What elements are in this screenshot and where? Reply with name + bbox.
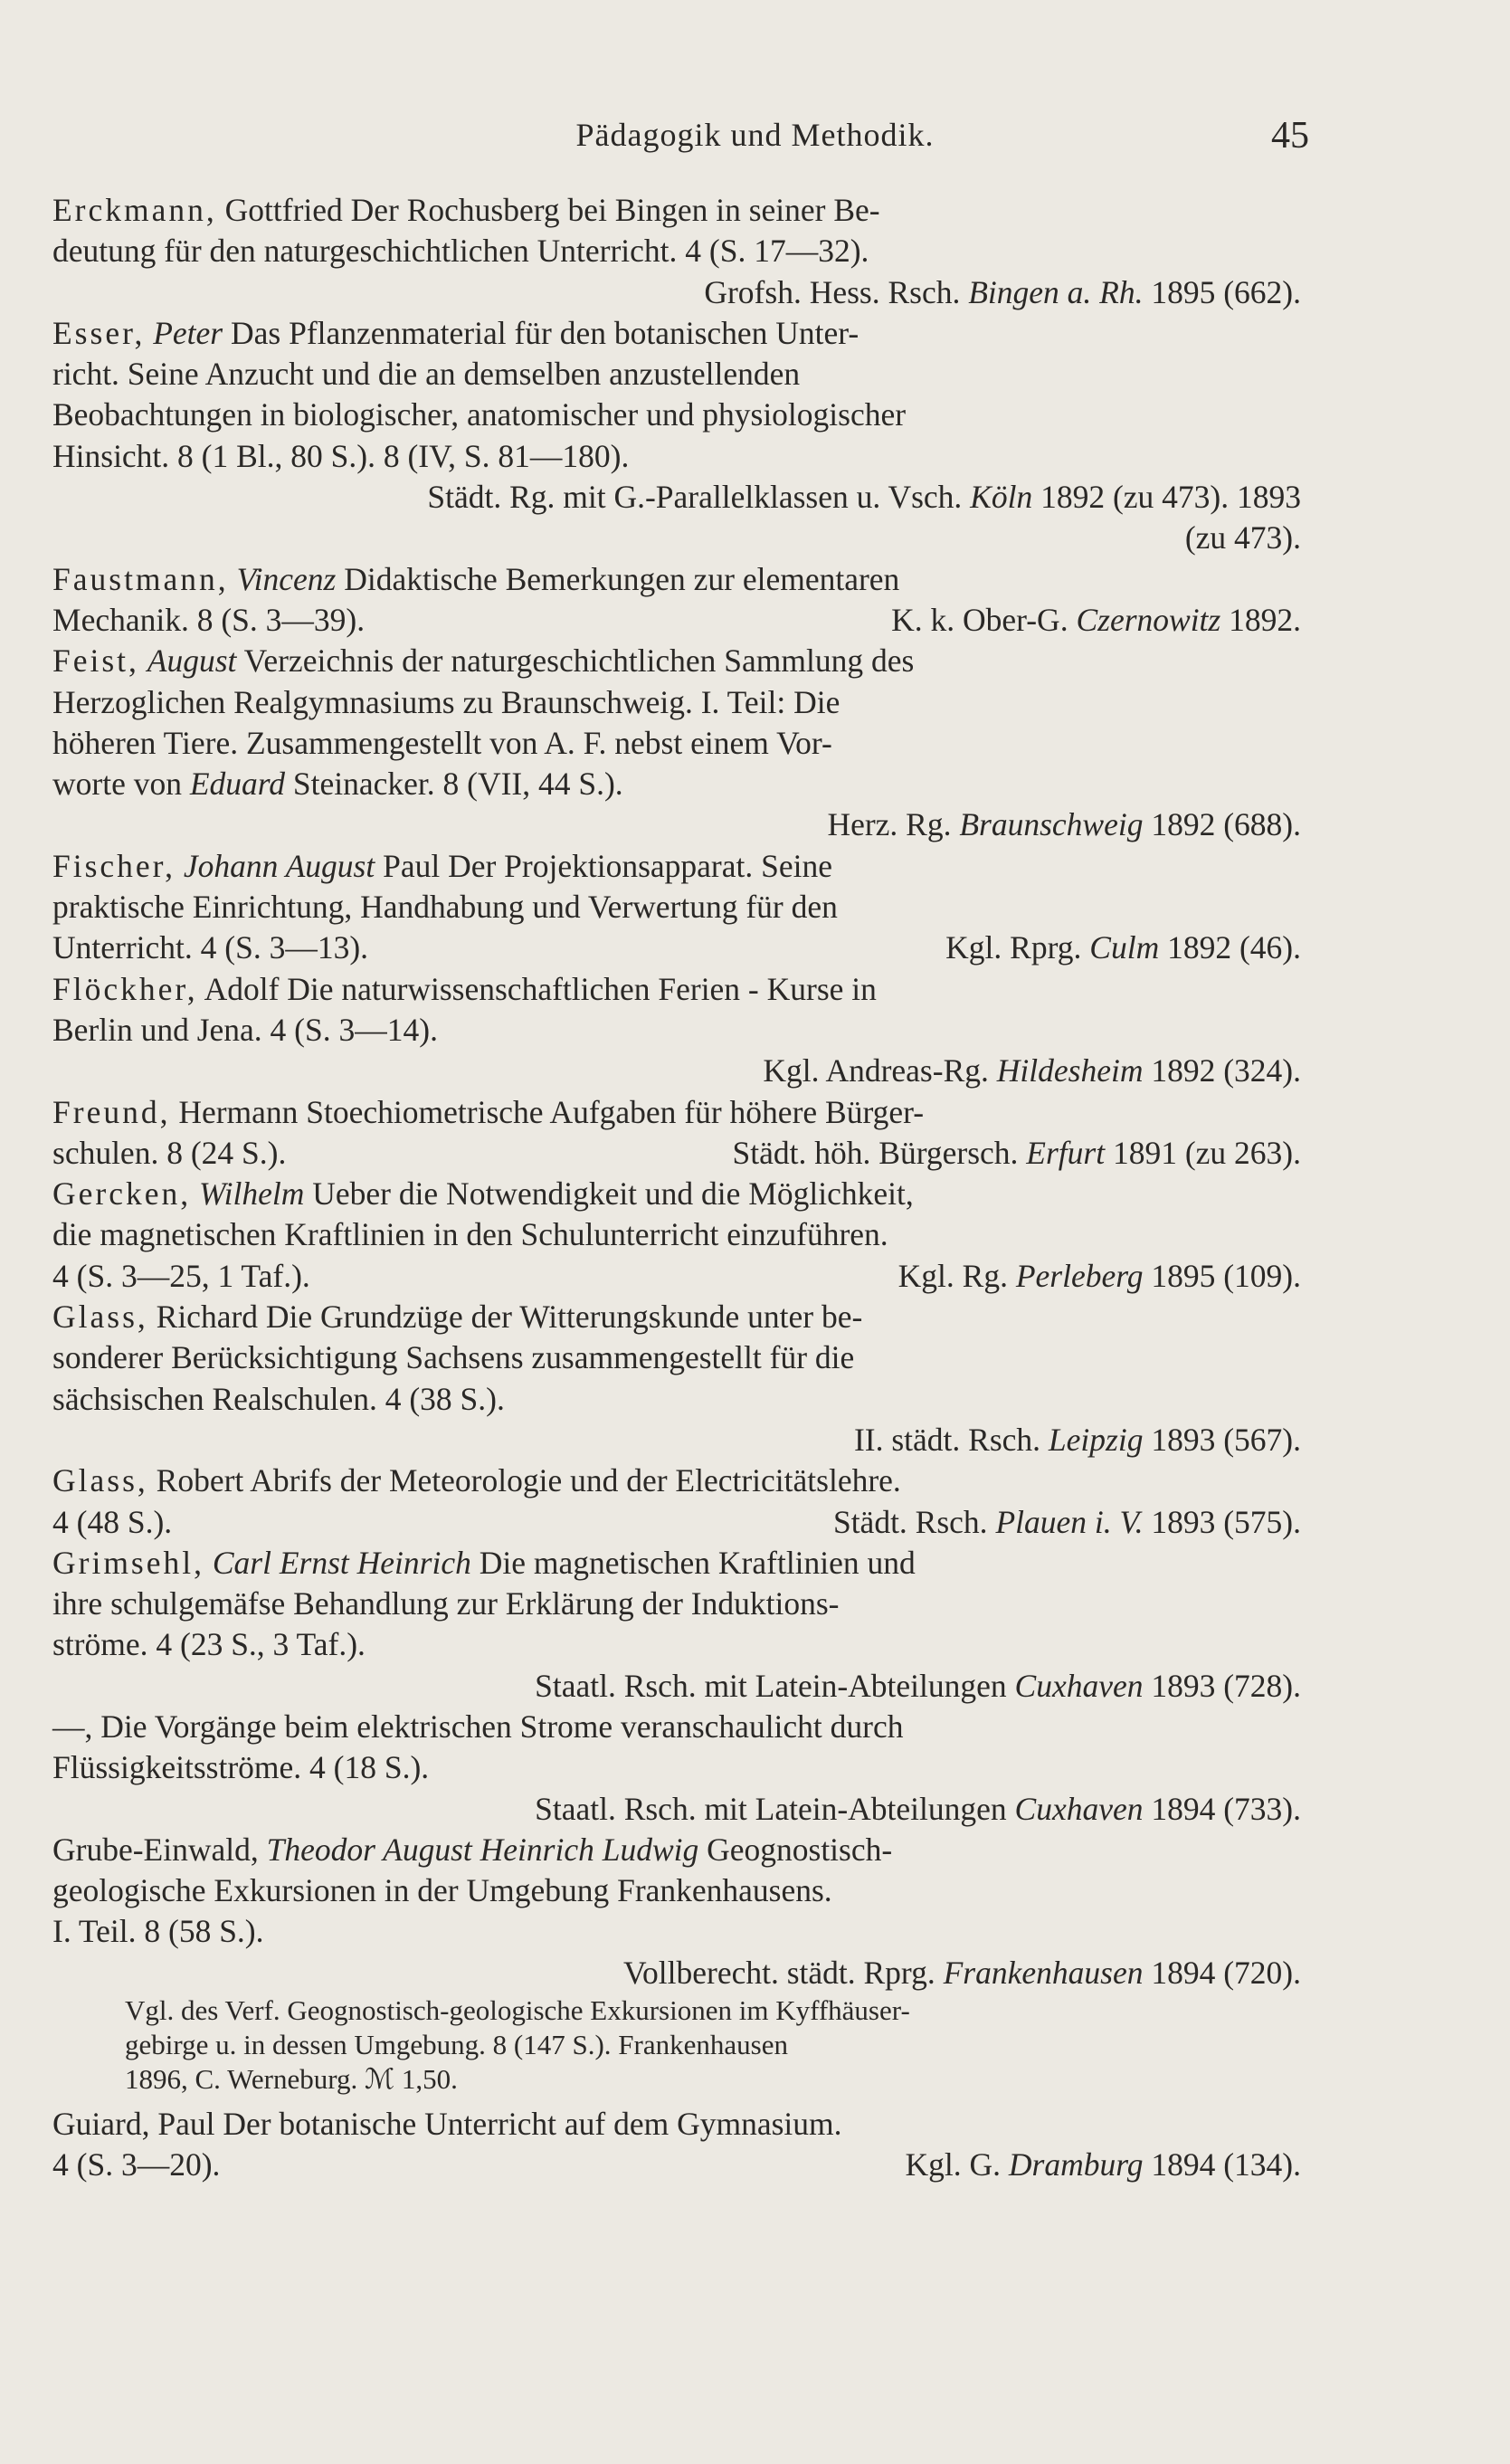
author-forename: Hermann xyxy=(178,1093,299,1130)
entry-title-continued: I. Teil. 8 (58 S.). xyxy=(52,1913,264,1950)
publication-year: 1891 (zu 263). xyxy=(1112,1134,1301,1171)
publication-year: 1892 (688). xyxy=(1151,806,1301,843)
entry-title-continued: praktische Einrichtung, Handhabung und Verwertung für den xyxy=(52,889,838,926)
entry-title-continued: Hinsicht. 8 (1 Bl., 80 S.). 8 (IV, S. 81—180). xyxy=(52,437,630,474)
author-surname: Erckmann, xyxy=(52,192,217,228)
publication-place: Köln xyxy=(970,479,1033,516)
school-name: Kgl. Rg. xyxy=(897,1257,1008,1294)
note-line: Vgl. des Verf. Geognostisch-geologische Exkursionen im Kyffhäuser- xyxy=(125,1994,910,2027)
entry-title-continued: ihre schulgemäfse Behandlung zur Erklärung der Induktions- xyxy=(52,1585,840,1622)
author-forename: Johann August xyxy=(183,847,375,884)
publication-year: 1894 (134). xyxy=(1151,2146,1301,2183)
entry-title: Der botanische Unterricht auf dem Gymnasium. xyxy=(223,2106,842,2143)
author-forename: Adolf xyxy=(204,970,280,1007)
bibliography-entry xyxy=(52,641,1301,845)
publication-place: Perleberg xyxy=(1015,1257,1144,1294)
author-surname: Esser, xyxy=(52,314,146,351)
publication-year: 1892 (zu 473). 1893 xyxy=(1040,479,1301,516)
school-name: Städt. Rg. mit G.-Parallelklassen u. Vsch. xyxy=(427,479,963,516)
entry-title: Die naturwissenschaftlichen Ferien - Kurse in xyxy=(287,970,877,1007)
publication-year: 1893 (575). xyxy=(1151,1503,1301,1540)
school-name: Herz. Rg. xyxy=(827,806,952,843)
entry-title-continued xyxy=(52,764,1301,804)
author-surname: Flöckher, xyxy=(52,970,198,1007)
author-forename: Wilhelm xyxy=(198,1175,305,1213)
bibliography-entry xyxy=(52,969,1301,1092)
publication-place: Erfurt xyxy=(1026,1134,1106,1171)
entry-title-continued: sächsischen Realschulen. 4 (38 S.). xyxy=(52,1380,505,1417)
entry-title: Das Pflanzenmaterial für den botanischen Unter- xyxy=(231,314,859,351)
entry-title-continued: 4 (48 S.). xyxy=(52,1503,173,1540)
publication-place: Cuxhaven xyxy=(1014,1790,1144,1827)
author-forename: Vincenz xyxy=(236,560,337,597)
school-name: Kgl. Andreas-Rg. xyxy=(763,1052,989,1089)
author-surname: Freund, xyxy=(52,1093,171,1130)
entry-title-continued: ströme. 4 (23 S., 3 Taf.). xyxy=(52,1626,366,1663)
entry-title: Die Grundzüge der Witterungskunde unter be- xyxy=(265,1299,863,1336)
author-forename: Paul xyxy=(157,2106,215,2143)
school-name: Kgl. Rprg. xyxy=(945,929,1082,966)
author-surname: Grube-Einwald, xyxy=(52,1831,259,1868)
publication-place: Braunschweig xyxy=(959,806,1144,843)
author-surname: Glass, xyxy=(52,1299,148,1336)
author-forename: August xyxy=(147,642,237,680)
school-name: Kgl. G. xyxy=(905,2146,1001,2183)
publication-info xyxy=(52,1133,1301,1174)
entry-note xyxy=(52,1993,1301,2097)
entry-title: Die Vorgänge beim elektrischen Strome veranschaulicht durch xyxy=(100,1708,904,1745)
publication-place: Dramburg xyxy=(1008,2146,1144,2183)
school-name: K. k. Ober-G. xyxy=(891,601,1068,638)
publication-year: 1895 (662). xyxy=(1151,273,1301,310)
school-name: Grofsh. Hess. Rsch. xyxy=(704,273,961,310)
publication-place: Frankenhausen xyxy=(943,1954,1144,1991)
bibliography-entry xyxy=(52,1092,1301,1175)
publication-year: 1893 (567). xyxy=(1151,1421,1301,1458)
entry-title: Die magnetischen Kraftlinien und xyxy=(479,1544,916,1581)
bibliography-entry xyxy=(52,1174,1301,1297)
author-forename: Carl Ernst Heinrich xyxy=(212,1544,471,1581)
entry-title-continued: schulen. 8 (24 S.). xyxy=(52,1134,287,1171)
author-forename: Gottfried xyxy=(224,192,343,228)
publication-year: 1894 (733). xyxy=(1151,1790,1301,1827)
entry-title: Der Rochusberg bei Bingen in seiner Be- xyxy=(350,192,880,228)
publication-info xyxy=(116,804,1301,845)
entry-title-continued: geologische Exkursionen in der Umgebung Frankenhausens. xyxy=(52,1872,832,1909)
entry-title: Verzeichnis der naturgeschichtlichen Sammlung des xyxy=(243,642,915,680)
entry-title-continued: Berlin und Jena. 4 (S. 3—14). xyxy=(52,1011,438,1048)
school-name: Staatl. Rsch. mit Latein-Abteilungen xyxy=(535,1790,1007,1827)
bibliography-entry xyxy=(52,1830,1301,1993)
entry-title-continued: Unterricht. 4 (S. 3—13). xyxy=(52,929,369,966)
author-forename: Robert xyxy=(156,1462,244,1499)
note-line: gebirge u. in dessen Umgebung. 8 (147 S.). Frankenhausen xyxy=(125,2029,788,2061)
publication-place: Leipzig xyxy=(1048,1421,1144,1458)
bibliography-entry xyxy=(52,846,1301,969)
publication-year: 1892 (46). xyxy=(1167,929,1301,966)
publication-info xyxy=(116,1666,1301,1707)
bibliography-entry xyxy=(52,1460,1301,1543)
running-head: Pädagogik und Methodik. xyxy=(575,117,935,153)
note-line: 1896, C. Werneburg. ℳ 1,50. xyxy=(125,2063,458,2096)
publication-year-continued: (zu 473). xyxy=(1184,519,1301,557)
author-ditto: —, xyxy=(52,1708,93,1745)
entry-title-text: Steinacker. 8 (VII, 44 S.). xyxy=(292,766,623,803)
entry-title-continued: 4 (S. 3—25, 1 Taf.). xyxy=(52,1257,310,1294)
entry-title-continued: Herzoglichen Realgymnasiums zu Braunschweig. I. Teil: Die xyxy=(52,683,840,720)
publication-info xyxy=(116,477,1301,518)
bibliography-entry xyxy=(52,559,1301,642)
publication-info xyxy=(52,2145,1301,2185)
publication-place: Plauen i. V. xyxy=(995,1503,1144,1540)
entry-title-continued: sonderer Berücksichtigung Sachsens zusammengestellt für die xyxy=(52,1339,855,1376)
entry-title-continued: richt. Seine Anzucht und die an demselben anzustellenden xyxy=(52,356,801,393)
author-surname: Faustmann, xyxy=(52,560,229,597)
publication-place: Hildesheim xyxy=(996,1052,1144,1089)
bibliography-entry xyxy=(52,1543,1301,1707)
entry-title: Abrifs der Meteorologie und der Electricitätslehre. xyxy=(250,1462,901,1499)
publication-year: 1892 (324). xyxy=(1151,1052,1301,1089)
entry-title: Didaktische Bemerkungen zur elementaren xyxy=(344,560,900,597)
publication-place: Czernowitz xyxy=(1076,601,1221,638)
bibliography-entry xyxy=(52,313,1301,559)
author-forename: Peter xyxy=(153,314,223,351)
author-forename: Richard xyxy=(156,1299,259,1336)
entry-title: Ueber die Notwendigkeit und die Möglichkeit, xyxy=(312,1175,914,1213)
publication-place: Cuxhaven xyxy=(1014,1667,1144,1704)
publication-place: Culm xyxy=(1089,929,1160,966)
author-forename-plain: Paul xyxy=(383,847,441,884)
entry-title-continued: die magnetischen Kraftlinien in den Schulunterricht einzuführen. xyxy=(52,1216,888,1253)
publication-year: 1895 (109). xyxy=(1151,1257,1301,1294)
entry-title-text: worte von xyxy=(52,766,182,803)
bibliography-entry xyxy=(52,1297,1301,1460)
publication-place: Bingen a. Rh. xyxy=(968,273,1144,310)
entry-title-continued: 4 (S. 3—20). xyxy=(52,2146,221,2183)
school-name: Staatl. Rsch. mit Latein-Abteilungen xyxy=(535,1667,1007,1704)
author-surname: Gercken, xyxy=(52,1175,192,1213)
entry-title: Geognostisch- xyxy=(707,1831,893,1868)
school-name: Städt. höh. Bürgersch. xyxy=(732,1134,1019,1171)
bibliography-entry xyxy=(52,1707,1301,1830)
publication-info xyxy=(116,272,1301,313)
entry-title-continued: deutung für den naturgeschichtlichen Unterricht. 4 (S. 17—32). xyxy=(52,233,869,270)
entry-title-continued: höheren Tiere. Zusammengestellt von A. F. nebst einem Vor- xyxy=(52,724,832,761)
entry-title-continued: Flüssigkeitsströme. 4 (18 S.). xyxy=(52,1749,430,1786)
author-surname: Grimsehl, xyxy=(52,1544,204,1581)
bibliography-entry xyxy=(52,190,1301,313)
publication-info xyxy=(116,1789,1301,1830)
publication-year: 1893 (728). xyxy=(1151,1667,1301,1704)
entry-title-continued: Mechanik. 8 (S. 3—39). xyxy=(52,601,366,638)
author-surname: Feist, xyxy=(52,642,139,680)
publication-info xyxy=(116,1953,1301,1993)
author-forename: Theodor August Heinrich Ludwig xyxy=(266,1831,699,1868)
author-surname: Fischer, xyxy=(52,847,176,884)
entry-title-continued: Beobachtungen in biologischer, anatomischer und physiologischer xyxy=(52,396,907,433)
author-surname: Glass, xyxy=(52,1462,148,1499)
editor-forename: Eduard xyxy=(189,766,286,803)
entry-title: Stoechiometrische Aufgaben für höhere Bürger- xyxy=(306,1093,925,1130)
publication-year: 1894 (720). xyxy=(1151,1954,1301,1991)
entry-title: Der Projektionsapparat. Seine xyxy=(448,847,832,884)
page-number: 45 xyxy=(1271,115,1309,157)
bibliography-entry xyxy=(52,2104,1301,2186)
page-header xyxy=(0,110,1510,165)
school-name: Vollberecht. städt. Rprg. xyxy=(622,1954,935,1991)
school-name: II. städt. Rsch. xyxy=(853,1421,1041,1458)
author-surname: Guiard, xyxy=(52,2106,150,2143)
publication-info xyxy=(116,1420,1301,1460)
bibliography-list xyxy=(52,190,1301,2186)
school-name: Städt. Rsch. xyxy=(832,1503,988,1540)
publication-year: 1892. xyxy=(1229,601,1301,638)
publication-info xyxy=(116,1051,1301,1091)
